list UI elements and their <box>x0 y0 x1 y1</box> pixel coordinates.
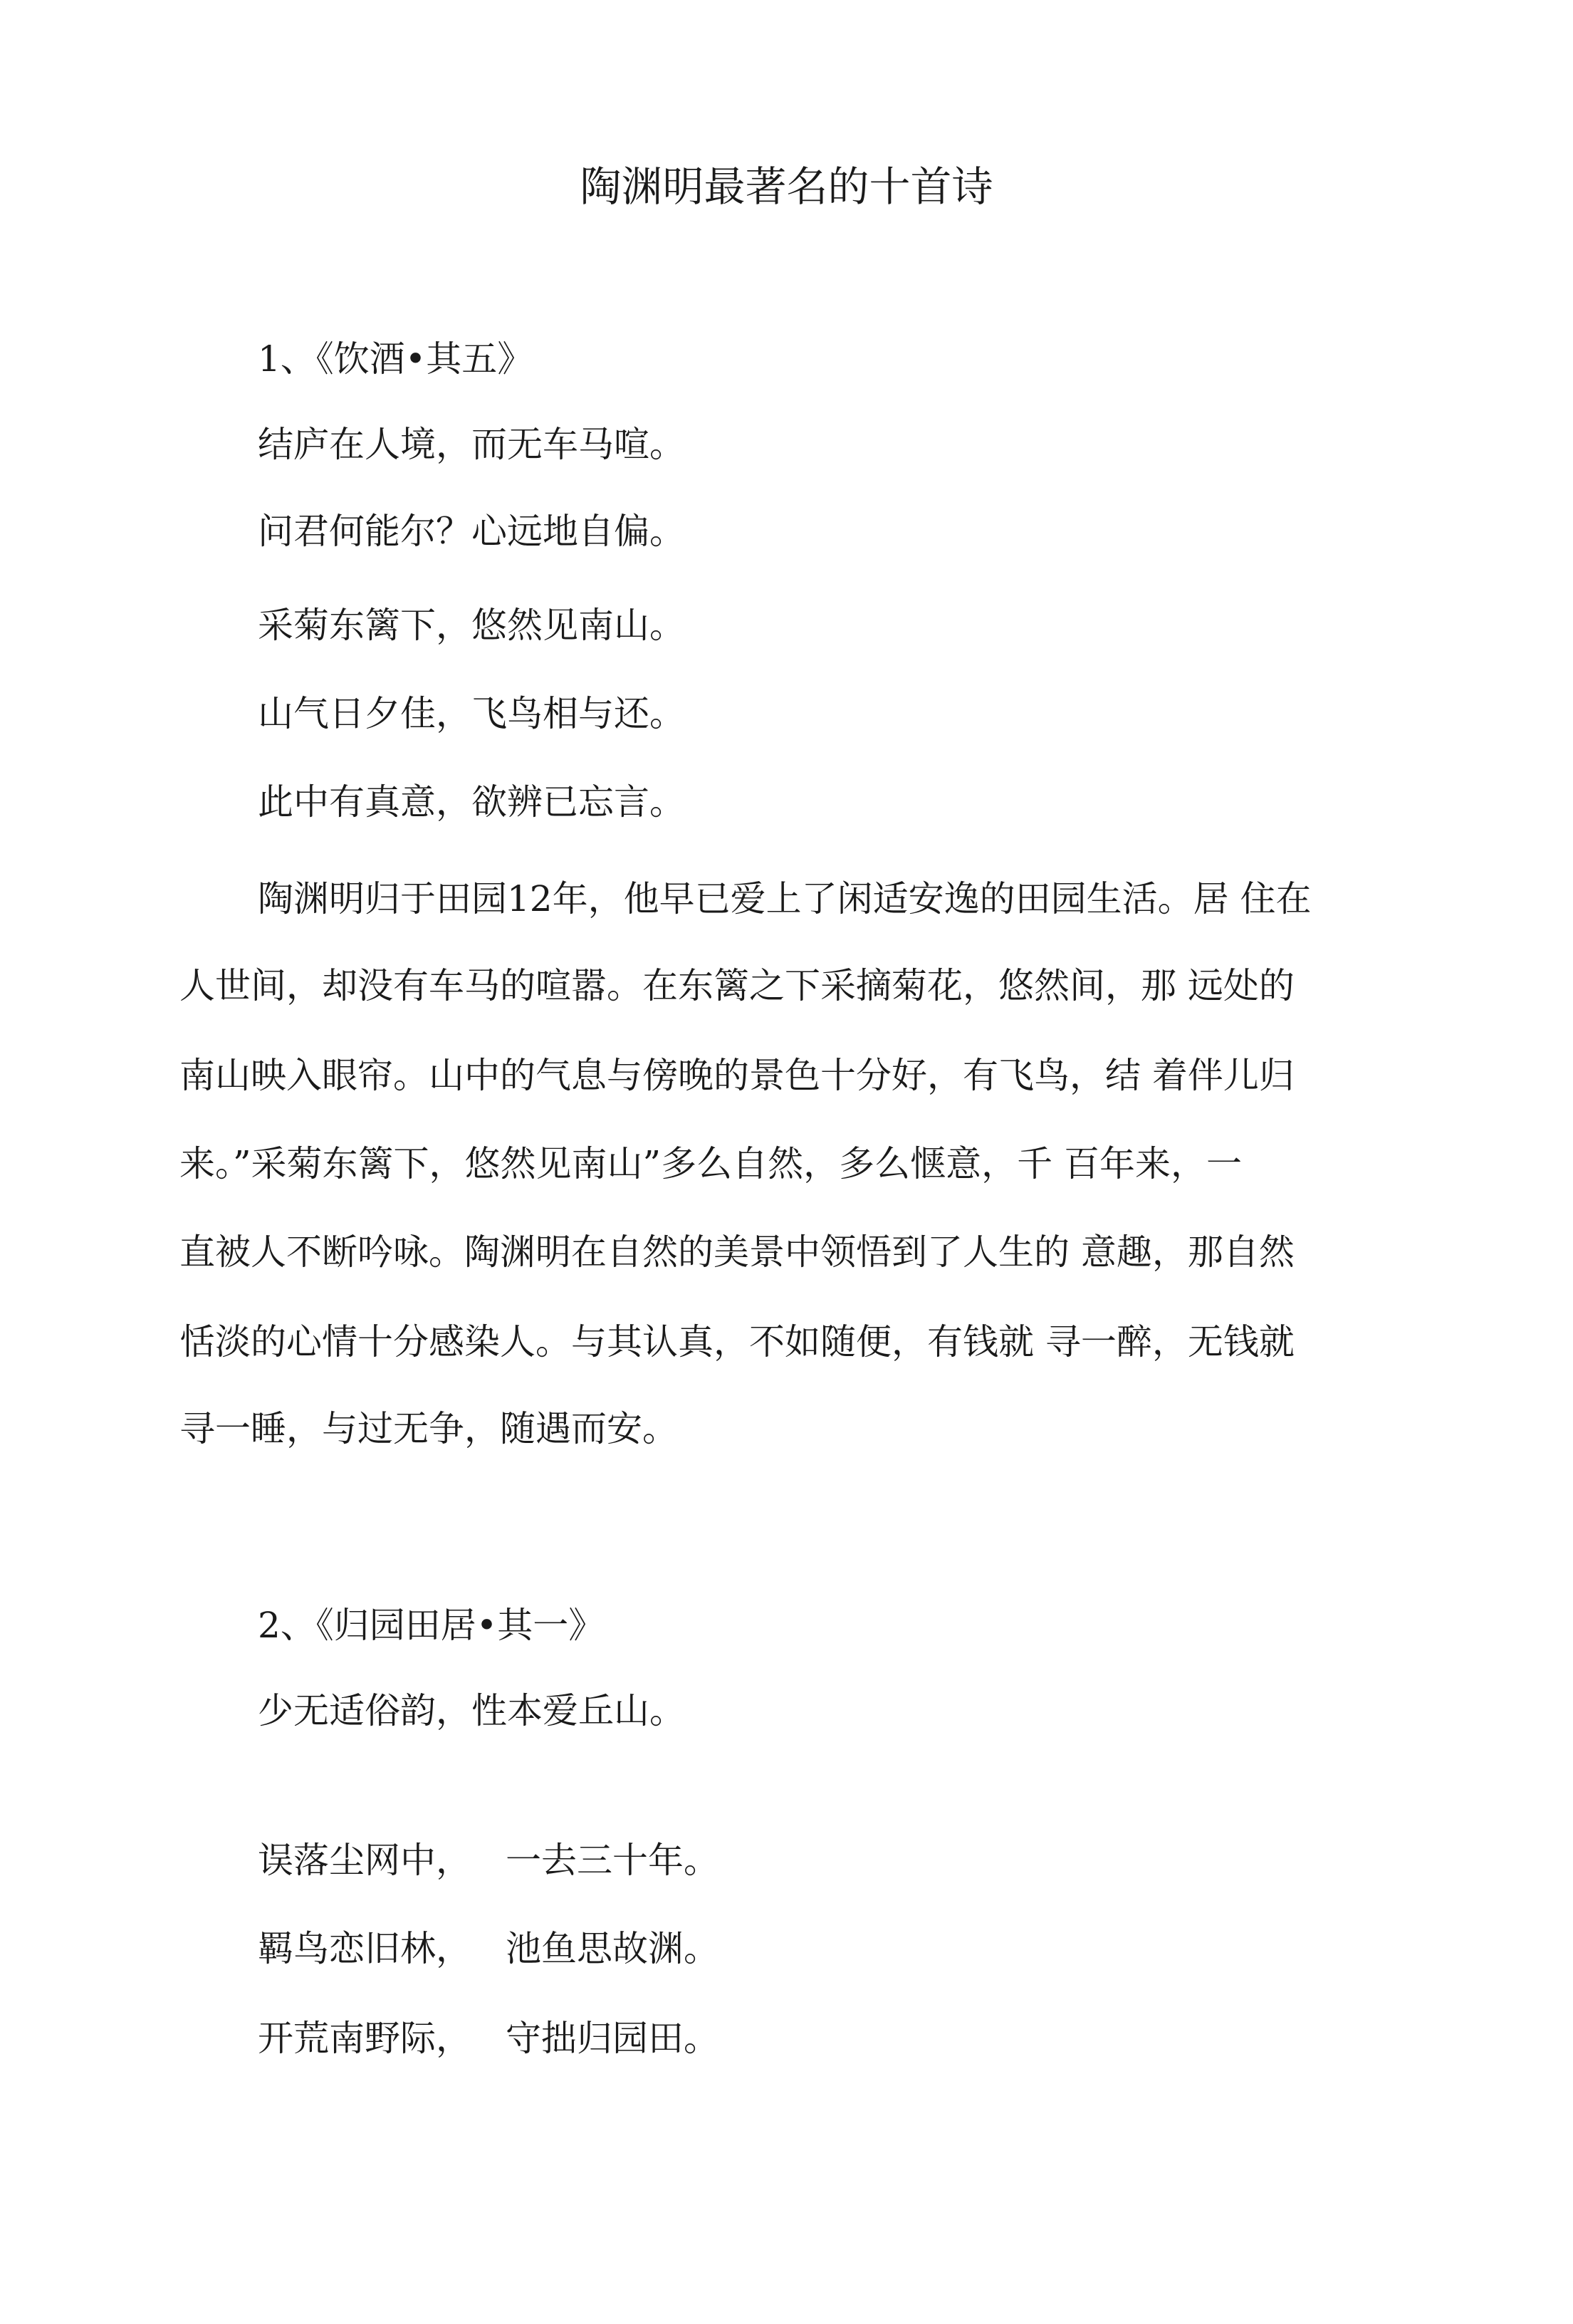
couplet-first-half: 开荒南野际， <box>258 2018 471 2059</box>
couplet-second-half: 一去三十年。 <box>506 1840 719 1881</box>
commentary-line: 人世间，却没有车马的喧嚣。在东篱之下采摘菊花，悠然间，那 远处的 <box>179 965 1295 1006</box>
poem-heading: 2、《归园田居•其一》 <box>258 1605 605 1646</box>
poem-line: 少无适俗韵，性本爱丘山。 <box>258 1690 685 1731</box>
couplet-second-half: 池鱼思故渊。 <box>506 1928 719 1969</box>
poem-couplet <box>258 2013 719 2064</box>
commentary-line: 南山映入眼帘。山中的气息与傍晚的景色十分好，有飞鸟，结 着伴儿归 <box>179 1055 1295 1096</box>
poem-line: 结庐在人境，而无车马喧。 <box>258 424 685 465</box>
poem-couplet <box>258 1923 719 1974</box>
poem-couplet <box>258 1835 719 1886</box>
poem-line: 采菊东篱下，悠然见南山。 <box>258 605 685 646</box>
commentary-line: 恬淡的心情十分感染人。与其认真，不如随便，有钱就 寻一醉，无钱就 <box>179 1321 1295 1362</box>
couplet-first-half: 误落尘网中， <box>258 1840 471 1881</box>
commentary-line: 寻一睡，与过无争，随遇而安。 <box>179 1408 678 1449</box>
poem-line: 问君何能尔？心远地自偏。 <box>258 511 685 552</box>
poem-heading: 1、《饮酒•其五》 <box>258 338 533 380</box>
commentary-line: 直被人不断吟咏。陶渊明在自然的美景中领悟到了人生的 意趣，那自然 <box>179 1231 1295 1273</box>
commentary-line: 来。”采菊东篱下，悠然见南山”多么自然，多么惬意，千 百年来，一 <box>179 1143 1243 1184</box>
poem-line: 山气日夕佳，飞鸟相与还。 <box>258 693 685 734</box>
page-title: 陶渊明最著名的十首诗 <box>580 162 993 211</box>
couplet-second-half: 守拙归园田。 <box>506 2018 719 2059</box>
couplet-first-half: 羁鸟恋旧林， <box>258 1928 471 1969</box>
poem-line: 此中有真意，欲辨已忘言。 <box>258 781 685 823</box>
commentary-line: 陶渊明归于田园12年，他早已爱上了闲适安逸的田园生活。居 住在 <box>258 878 1312 919</box>
